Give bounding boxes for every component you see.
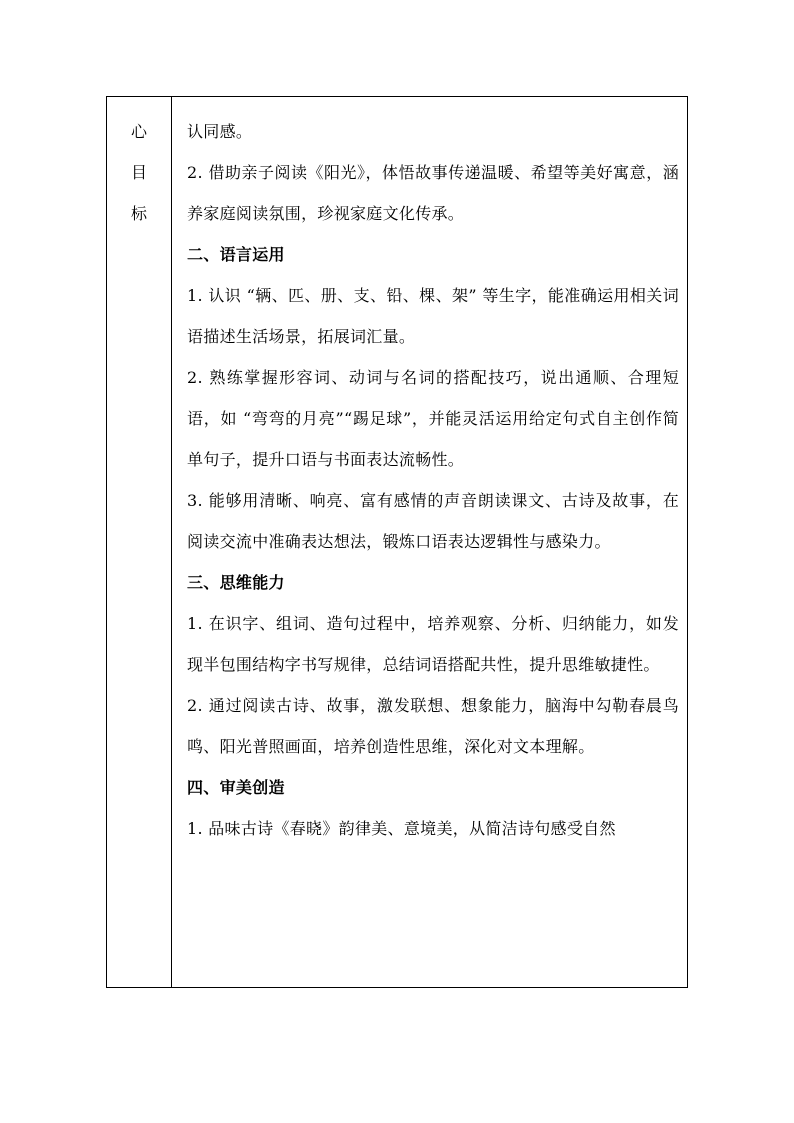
paragraph: 3. 能够用清晰、响亮、富有感情的声音朗读课文、古诗及故事，在阅读交流中准确表达想法，锻炼口语表达逻辑性与感染力。 bbox=[187, 491, 679, 551]
label-char: 心 bbox=[130, 122, 147, 141]
paragraph: 2. 通过阅读古诗、故事，激发联想、想象能力，脑海中勾勒春晨鸟鸣、阳光普照画面，培养创造性思维，深化对文本理解。 bbox=[187, 696, 679, 756]
section-heading: 三、思维能力 bbox=[187, 573, 285, 592]
objectives-table bbox=[106, 96, 688, 988]
paragraph: 2. 借助亲子阅读《阳光》，体悟故事传递温暖、希望等美好寓意，涵养家庭阅读氛围，珍视家庭文化传承。 bbox=[187, 163, 679, 223]
label-char: 标 bbox=[130, 204, 147, 223]
paragraph: 1. 品味古诗《春晓》韵律美、意境美，从简洁诗句感受自然 bbox=[187, 819, 616, 838]
paragraph: 1. 认识 “辆、匹、册、支、铅、棵、架” 等生字，能准确运用相关词语描述生活场景，拓展词汇量。 bbox=[187, 286, 679, 346]
paragraph: 2. 熟练掌握形容词、动词与名词的搭配技巧，说出通顺、合理短语，如 “弯弯的月亮”“踢足球”，并能灵活运用给定句式自主创作简单句子，提升口语与书面表达流畅性。 bbox=[187, 368, 679, 469]
paragraph: 认同感。 bbox=[187, 122, 253, 141]
column-divider bbox=[171, 97, 172, 987]
label-column bbox=[107, 111, 171, 234]
label-char: 目 bbox=[130, 163, 147, 182]
section-heading: 二、语言运用 bbox=[187, 245, 285, 264]
paragraph: 1. 在识字、组词、造句过程中，培养观察、分析、归纳能力，如发现半包围结构字书写规律，总结词语搭配共性，提升思维敏捷性。 bbox=[187, 614, 679, 674]
section-heading: 四、审美创造 bbox=[187, 778, 285, 797]
content-column bbox=[187, 111, 679, 849]
